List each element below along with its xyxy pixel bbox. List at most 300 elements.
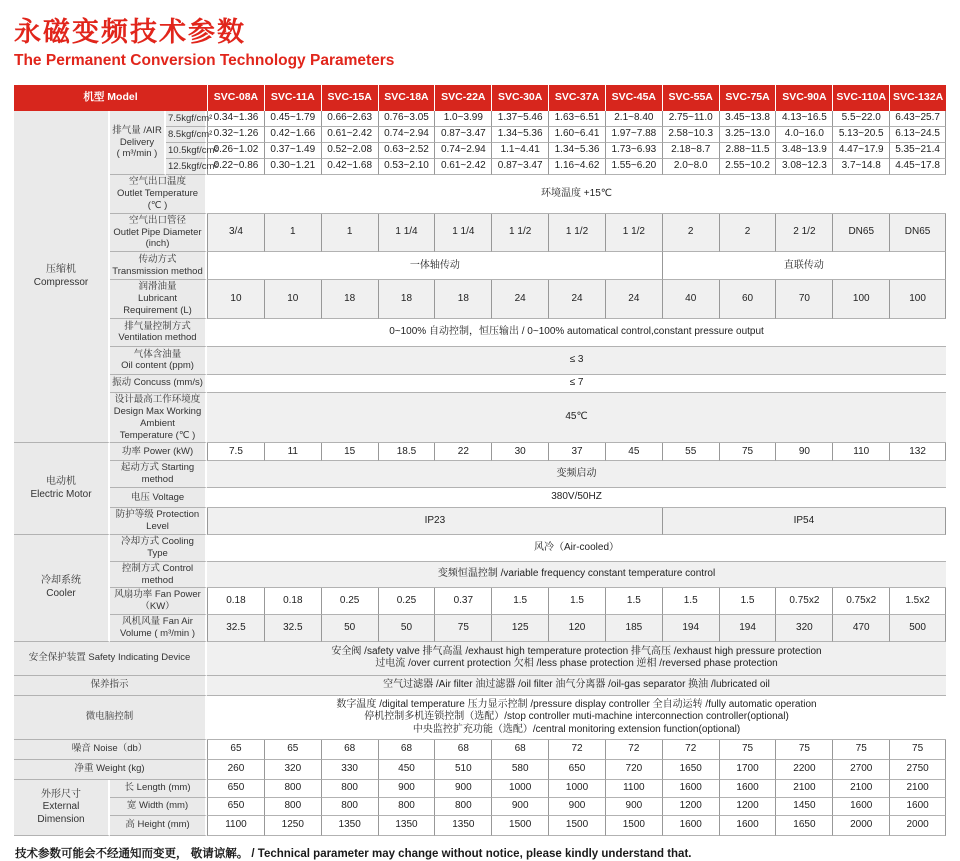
table-row [14,488,946,508]
row-label [110,111,166,175]
table-row [14,676,946,696]
split-cell: IP23 [207,508,662,535]
data-cell: DN65 [889,214,946,253]
span-cell [207,562,946,589]
data-cell: 580 [491,760,548,780]
span-cell-line: 380V/50HZ [551,491,602,503]
span-cell-line: 安全阀 /safety valve 排气高温 /exhaust high temperature protection 排气高压 /exhaust high pressure protection [331,645,822,657]
row-label [110,175,207,214]
data-cell: 2100 [775,780,832,798]
data-cell: 18.5 [378,443,435,461]
data-cell: 1.63~6.51 [548,111,605,127]
data-cell: 1.5 [605,588,662,615]
row-label-line: Lubricant Requirement (L) [123,293,192,316]
data-cell: 18 [434,280,491,319]
row-label-line: 起动方式 Starting method [120,462,195,486]
pressure-sublabel: 12.5kgf/cm² [166,159,207,175]
data-cell: 650 [207,780,264,798]
table-row [14,214,946,253]
data-cell: 3.25~13.0 [719,127,776,143]
data-cell: 0.34~1.36 [207,111,264,127]
data-cell: 900 [548,798,605,816]
data-cell: 60 [719,280,776,319]
table-row [14,443,946,461]
group-label [14,535,110,642]
data-cell: 1.16~4.62 [548,159,605,175]
row-label-line: 润滑油量 [138,281,177,293]
table-row [14,393,946,444]
data-cell: 194 [719,615,776,642]
data-cell: 10 [207,280,264,319]
row-label-line: 排气量控制方式 [124,320,191,332]
data-cell: 68 [491,740,548,760]
model-name: SVC-110A [832,85,889,111]
data-cell: 0.66~2.63 [321,111,378,127]
data-cell: 120 [548,615,605,642]
data-cell: 1500 [491,816,548,836]
data-cell: 72 [548,740,605,760]
data-cell: 2.0~8.0 [662,159,719,175]
data-cell: 1 1/2 [491,214,548,253]
table-row [14,642,946,676]
data-cell: 24 [548,280,605,319]
row-label [110,375,207,393]
row-label [14,740,207,760]
span-cell-line: ≤ 3 [569,354,584,366]
data-cell: 1650 [775,816,832,836]
data-cell: 2.55~10.2 [719,159,776,175]
row-label-line: 噪音 Noise（db） [71,743,148,755]
footer-note: 技术参数可能会不经通知而变更， 敬请谅解。 / Technical parameter may change without notice, please kindly understand that. [15,847,692,860]
data-cell: 1350 [378,816,435,836]
row-label-line: 振动 Concuss (mm/s) [112,377,203,389]
data-cell: 132 [889,443,946,461]
data-cell: 75 [719,740,776,760]
row-label [14,760,207,780]
data-cell: 100 [889,280,946,319]
row-label-line: 防护等级 Protection Level [115,509,200,532]
data-cell: 2 [719,214,776,253]
row-label [110,562,207,589]
span-cell [207,375,946,393]
data-cell: 2750 [889,760,946,780]
row-label-line: 控制方式 Control method [121,562,194,586]
data-cell: 32.5 [264,615,321,642]
row-label [110,347,207,375]
data-cell: 1 1/2 [548,214,605,253]
pressure-sublabel: 7.5kgf/cm² [166,111,207,127]
table-row [14,696,946,740]
data-cell: 1.34~5.36 [491,127,548,143]
data-cell: 10 [264,280,321,319]
data-cell: 2.58~10.3 [662,127,719,143]
data-cell: 0.37~1.49 [264,143,321,159]
data-cell: 1100 [605,780,662,798]
group-label-line: External [42,801,80,813]
data-cell: 110 [832,443,889,461]
data-cell: 800 [321,798,378,816]
data-cell: 50 [378,615,435,642]
data-cell: 1.5 [491,588,548,615]
data-cell: 1 [264,214,321,253]
data-cell: 1500 [548,816,605,836]
table-row [14,252,946,280]
row-label-line: 保养指示 [90,679,129,691]
row-label-line: 宽 Width (mm) [126,800,189,812]
data-cell: 0.42~1.68 [321,159,378,175]
span-cell [207,696,946,740]
span-cell-line: 中央监控扩充功能（选配）/central monitoring extension function(optional) [412,723,741,735]
data-cell: 1.5 [548,588,605,615]
data-cell: 1.55~6.20 [605,159,662,175]
data-cell: 1200 [719,798,776,816]
span-cell [207,175,946,214]
data-cell: 0.76~3.05 [378,111,435,127]
data-cell: 185 [605,615,662,642]
table-row [14,508,946,535]
row-label-line: 空气出口管径 [129,214,187,226]
data-cell: 320 [775,615,832,642]
data-cell: 0.25 [378,588,435,615]
data-cell: DN65 [832,214,889,253]
span-cell-line: ≤ 7 [569,377,584,389]
table-row [14,760,946,780]
group-label [14,443,110,535]
row-label [14,676,207,696]
data-cell: 32.5 [207,615,264,642]
data-cell: 0.32~1.26 [207,127,264,143]
row-label-line: 安全保护装置 Safety Indicating Device [28,652,191,664]
data-cell: 450 [378,760,435,780]
data-cell: 1.37~5.46 [491,111,548,127]
data-cell: 0.53~2.10 [378,159,435,175]
data-cell: 3.08~12.3 [775,159,832,175]
data-cell: 2.75~11.0 [662,111,719,127]
data-cell: 1450 [775,798,832,816]
data-cell: 2.18~8.7 [662,143,719,159]
data-cell: 5.35~21.4 [889,143,946,159]
data-cell: 65 [264,740,321,760]
data-cell: 800 [378,798,435,816]
table-header [14,85,946,111]
data-cell: 0.75x2 [832,588,889,615]
data-cell: 2.88~11.5 [719,143,776,159]
row-label [110,280,207,319]
span-cell-line: 风冷（Air-cooled） [534,541,620,553]
model-name: SVC-132A [889,85,946,111]
model-name: SVC-55A [662,85,719,111]
model-name: SVC-22A [434,85,491,111]
data-cell: 720 [605,760,662,780]
data-cell: 1350 [434,816,491,836]
row-label [110,615,207,642]
data-cell: 1600 [662,780,719,798]
table-row [14,280,946,319]
group-label-line: 压缩机 [46,264,76,276]
data-cell: 6.43~25.7 [889,111,946,127]
table-row [14,615,946,642]
data-cell: 1650 [662,760,719,780]
span-cell [207,642,946,676]
model-header-cell: 机型 Model [14,85,207,111]
data-cell: 0.18 [264,588,321,615]
data-cell: 900 [491,798,548,816]
data-cell: 0.22~0.86 [207,159,264,175]
data-cell: 2100 [889,780,946,798]
data-cell: 0.61~2.42 [434,159,491,175]
data-cell: 1100 [207,816,264,836]
data-cell: 65 [207,740,264,760]
span-cell-line: 变频恒温控制 /variable frequency constant temperature control [437,568,716,580]
data-cell: 1 1/4 [378,214,435,253]
data-cell: 1.5 [662,588,719,615]
data-cell: 1600 [889,798,946,816]
data-cell: 18 [378,280,435,319]
row-label [110,816,207,836]
data-cell: 1 1/4 [434,214,491,253]
data-cell: 1.60~6.41 [548,127,605,143]
data-cell: 1.73~6.93 [605,143,662,159]
page-subtitle: The Permanent Conversion Technology Parameters [14,52,395,69]
data-cell: 1500 [605,816,662,836]
row-label [110,214,207,253]
table-row [14,319,946,347]
data-cell: 1.1~4.41 [491,143,548,159]
span-cell [207,488,946,508]
group-label-line: Electric Motor [30,488,92,500]
row-label-line: 设计最高工作环境度 [114,393,201,405]
data-cell: 0.52~2.08 [321,143,378,159]
data-cell: 1600 [719,816,776,836]
row-label-line: Outlet Temperature (℃ ) [116,187,199,211]
row-label [14,696,207,740]
row-label-line: 高 Height (mm) [125,819,190,831]
data-cell: 0.61~2.42 [321,127,378,143]
data-cell: 11 [264,443,321,461]
data-cell: 0.45~1.79 [264,111,321,127]
row-label-line: ( m³/min ) [116,148,158,160]
row-label-line: Outlet Pipe Diameter (inch) [113,226,202,250]
data-cell: 330 [321,760,378,780]
table-row [14,375,946,393]
data-cell: 650 [548,760,605,780]
span-cell-line: 过电流 /over current protection 欠相 /less phase protection 逆相 /reversed phase protection [375,658,778,670]
data-cell: 37 [548,443,605,461]
data-cell: 5.5~22.0 [832,111,889,127]
data-cell: 24 [605,280,662,319]
row-label [14,642,207,676]
span-cell [207,461,946,488]
data-cell: 7.5 [207,443,264,461]
row-label-line: 气体含油量 [133,348,182,360]
model-name: SVC-08A [207,85,264,111]
data-cell: 1600 [662,816,719,836]
data-cell: 1.34~5.36 [548,143,605,159]
data-cell: 1600 [719,780,776,798]
data-cell: 800 [321,780,378,798]
data-cell: 4.0~16.0 [775,127,832,143]
data-cell: 0.42~1.66 [264,127,321,143]
data-cell: 68 [321,740,378,760]
data-cell: 68 [378,740,435,760]
pressure-sublabel: 10.5kgf/cm² [166,143,207,159]
span-cell-line: 停机控制多机连锁控制（选配）/stop controller muti-machine interconnection controller(optional) [364,711,789,723]
data-cell: 3.7~14.8 [832,159,889,175]
data-cell: 0.37 [434,588,491,615]
span-cell-line: 数字温度 /digital temperature 压力显示控制 /pressure display controller 全自动运转 /fully automatic operation [336,698,817,710]
data-cell: 55 [662,443,719,461]
data-cell: 70 [775,280,832,319]
data-cell: 800 [434,798,491,816]
data-cell: 3.48~13.9 [775,143,832,159]
data-cell: 75 [434,615,491,642]
data-cell: 0.26~1.02 [207,143,264,159]
row-label-line: 微电脑控制 [85,711,134,723]
split-cell: 一体轴传动 [207,252,662,280]
data-cell: 1600 [832,798,889,816]
model-name: SVC-45A [605,85,662,111]
row-label-line: 传动方式 [138,253,177,265]
data-cell: 0.30~1.21 [264,159,321,175]
data-cell: 800 [264,798,321,816]
span-cell-line: 空气过滤器 /Air filter 油过滤器 /oil filter 油气分离器 /oil-gas separator 换油 /lubricated oil [383,679,770,691]
row-label [110,508,207,535]
table-row [14,347,946,375]
row-label-line: 电压 Voltage [130,491,185,503]
data-cell: 72 [662,740,719,760]
group-label-line: 电动机 [46,476,76,488]
table-body [14,111,946,836]
model-name: SVC-11A [264,85,321,111]
data-cell: 4.13~16.5 [775,111,832,127]
data-cell: 0.75x2 [775,588,832,615]
data-cell: 18 [321,280,378,319]
data-cell: 1.5 [719,588,776,615]
data-cell: 72 [605,740,662,760]
table-row [14,562,946,589]
data-cell: 1.0~3.99 [434,111,491,127]
data-cell: 24 [491,280,548,319]
row-label-line: Transmission method [112,265,203,277]
row-label-line: Temperature (℃ ) [119,429,196,441]
data-cell: 6.13~24.5 [889,127,946,143]
span-cell [207,676,946,696]
data-cell: 68 [434,740,491,760]
group-label [14,780,110,836]
table-row [14,798,946,816]
data-cell: 510 [434,760,491,780]
page-title: 永磁变频技术参数 [14,17,246,47]
data-cell: 75 [832,740,889,760]
data-cell: 125 [491,615,548,642]
row-label [110,461,207,488]
span-cell-line: 0~100% 自动控制，恒压输出 / 0~100% automatical control,constant pressure output [389,326,764,338]
data-cell: 1 1/2 [605,214,662,253]
row-label-line: 净重 Weight (kg) [74,763,145,775]
span-cell [207,347,946,375]
model-name: SVC-75A [719,85,776,111]
group-label-line: 冷却系统 [41,575,81,587]
data-cell: 194 [662,615,719,642]
data-cell: 50 [321,615,378,642]
data-cell: 40 [662,280,719,319]
data-cell: 100 [832,280,889,319]
data-cell: 0.74~2.94 [378,127,435,143]
group-label-line: 外形尺寸 [41,788,81,800]
data-cell: 650 [207,798,264,816]
group-label-line: Compressor [33,276,89,288]
span-cell [207,535,946,562]
model-name: SVC-30A [491,85,548,111]
table-row [14,111,946,127]
data-cell: 75 [775,740,832,760]
span-cell [207,319,946,347]
model-header-row [14,85,946,111]
row-label [110,535,207,562]
data-cell: 45 [605,443,662,461]
row-label [110,393,207,444]
data-cell: 2100 [832,780,889,798]
row-label-line: Design Max Working Ambient [113,405,202,429]
row-label-line: 长 Length (mm) [124,782,191,794]
data-cell: 1 [321,214,378,253]
data-cell: 0.18 [207,588,264,615]
row-label-line: 空气出口温度 [129,176,187,187]
data-cell: 1000 [548,780,605,798]
table-row [14,588,946,615]
table-row [14,175,946,214]
data-cell: 470 [832,615,889,642]
row-label-line: Oil content (ppm) [121,360,194,372]
data-cell: 75 [889,740,946,760]
data-cell: 4.45~17.8 [889,159,946,175]
data-cell: 1700 [719,760,776,780]
span-cell-line: 45℃ [565,411,588,423]
table-row [14,535,946,562]
row-label [110,588,207,615]
data-cell: 1.97~7.88 [605,127,662,143]
row-label [110,319,207,347]
data-cell: 1250 [264,816,321,836]
data-cell: 0.87~3.47 [491,159,548,175]
row-label-line: 功率 Power (kW) [121,445,194,457]
row-label-line: Ventilation method [118,332,197,344]
table-row [14,461,946,488]
data-cell: 4.47~17.9 [832,143,889,159]
data-cell: 0.63~2.52 [378,143,435,159]
split-cell: 直联传动 [662,252,946,280]
data-cell: 15 [321,443,378,461]
data-cell: 1000 [491,780,548,798]
model-name: SVC-15A [321,85,378,111]
span-cell-line: 变频启动 [556,468,597,479]
data-cell: 2 [662,214,719,253]
data-cell: 1.5x2 [889,588,946,615]
row-label-line: 风机风量 Fan Air Volume ( m³/min ) [120,616,195,639]
data-cell: 800 [264,780,321,798]
split-cell: IP54 [662,508,946,535]
row-label [110,488,207,508]
data-cell: 2000 [889,816,946,836]
row-label [110,252,207,280]
data-cell: 2700 [832,760,889,780]
data-cell: 90 [775,443,832,461]
table-row [14,816,946,836]
data-cell: 5.13~20.5 [832,127,889,143]
group-label-line: Dimension [37,813,85,825]
row-label-line: Delivery [119,136,155,148]
data-cell: 2 1/2 [775,214,832,253]
